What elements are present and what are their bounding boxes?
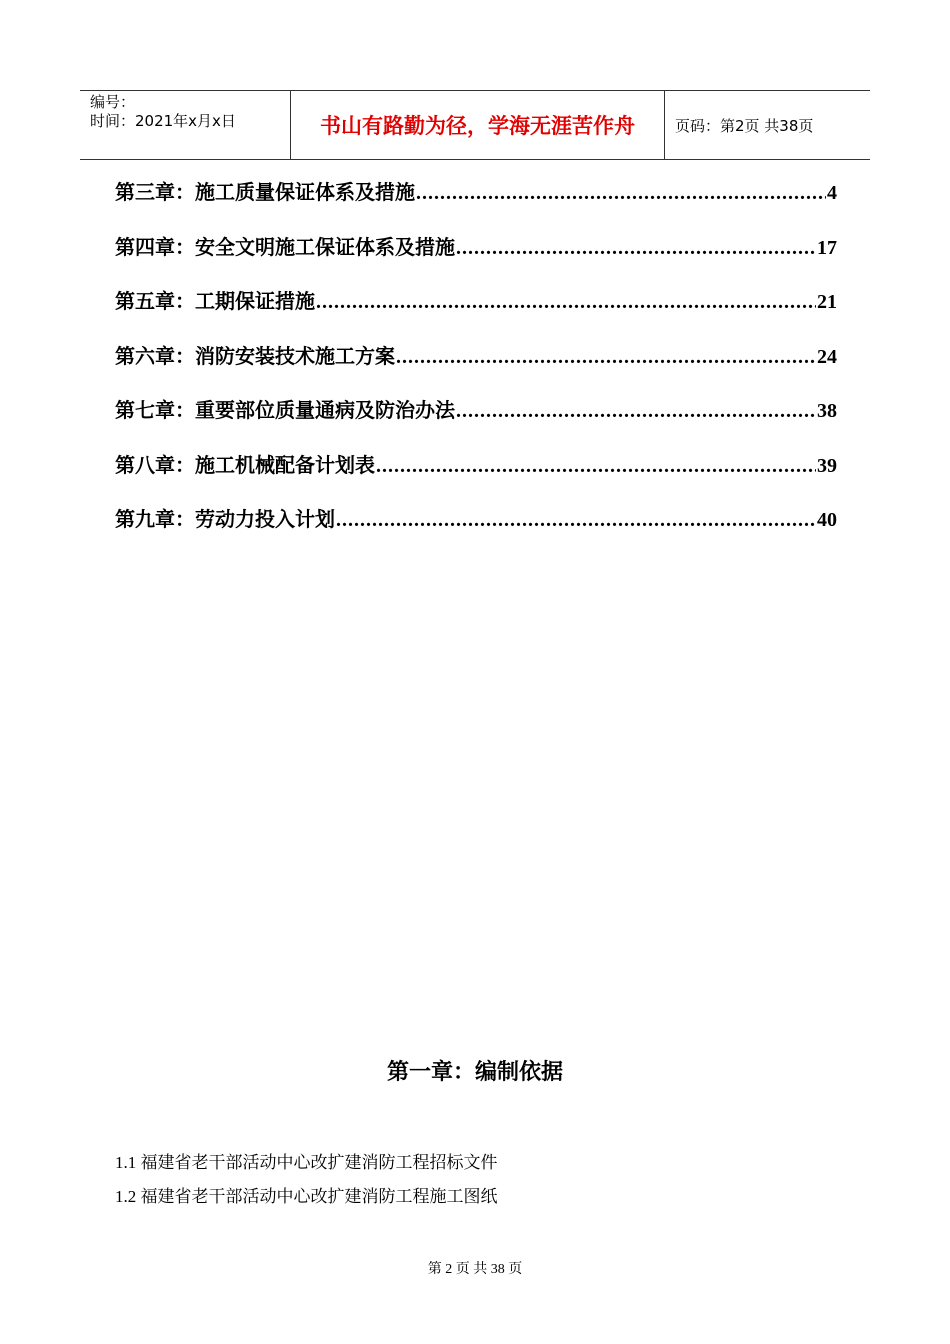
toc-entry-page: 17 bbox=[817, 236, 837, 259]
header-page-info: 页码：第2页 共38页 bbox=[675, 116, 814, 135]
toc-leader-dots bbox=[336, 509, 816, 532]
toc-entry[interactable] bbox=[115, 231, 837, 286]
toc-entry[interactable] bbox=[115, 503, 837, 558]
toc-entry-page: 39 bbox=[817, 454, 837, 477]
toc-entry-title: 第五章：工期保证措施 bbox=[115, 289, 315, 313]
basis-item: 1.1 福建省老干部活动中心改扩建消防工程招标文件 bbox=[115, 1153, 498, 1172]
toc-entry-title: 第八章：施工机械配备计划表 bbox=[115, 452, 375, 477]
table-of-contents bbox=[115, 176, 837, 558]
toc-entry[interactable] bbox=[115, 340, 837, 395]
toc-leader-dots bbox=[416, 182, 826, 205]
basis-item: 1.2 福建省老干部活动中心改扩建消防工程施工图纸 bbox=[115, 1187, 498, 1206]
toc-entry[interactable] bbox=[115, 176, 837, 231]
toc-entry-page: 21 bbox=[817, 291, 837, 313]
toc-entry-page: 40 bbox=[817, 509, 837, 531]
toc-entry-title: 第四章：安全文明施工保证体系及措施 bbox=[115, 234, 455, 259]
toc-entry-page: 24 bbox=[817, 345, 837, 368]
serial-label: 编号： bbox=[90, 93, 136, 111]
toc-entry-page: 4 bbox=[827, 182, 837, 204]
page-header bbox=[80, 90, 870, 160]
toc-entry-title: 第七章：重要部位质量通病及防治办法 bbox=[115, 398, 455, 422]
chapter-heading: 第一章：编制依据 bbox=[386, 1060, 563, 1085]
time-label: 时间：2021年x月x日 bbox=[90, 112, 236, 130]
toc-entry[interactable] bbox=[115, 285, 837, 340]
toc-leader-dots bbox=[316, 291, 816, 314]
page-footer: 第 2 页 共 38 页 bbox=[427, 1262, 523, 1277]
toc-leader-dots bbox=[456, 237, 816, 260]
header-meta bbox=[80, 91, 291, 159]
toc-entry-title: 第六章：消防安装技术施工方案 bbox=[115, 343, 395, 368]
toc-leader-dots bbox=[456, 400, 816, 423]
toc-entry-title: 第九章：劳动力投入计划 bbox=[115, 507, 335, 531]
toc-entry[interactable] bbox=[115, 394, 837, 449]
toc-leader-dots bbox=[376, 455, 816, 478]
toc-entry[interactable] bbox=[115, 449, 837, 504]
toc-entry-title: 第三章：施工质量保证体系及措施 bbox=[115, 180, 415, 204]
header-motto: 书山有路勤为径，学海无涯苦作舟 bbox=[291, 91, 665, 159]
toc-entry-page: 38 bbox=[817, 400, 837, 422]
toc-leader-dots bbox=[396, 346, 816, 369]
